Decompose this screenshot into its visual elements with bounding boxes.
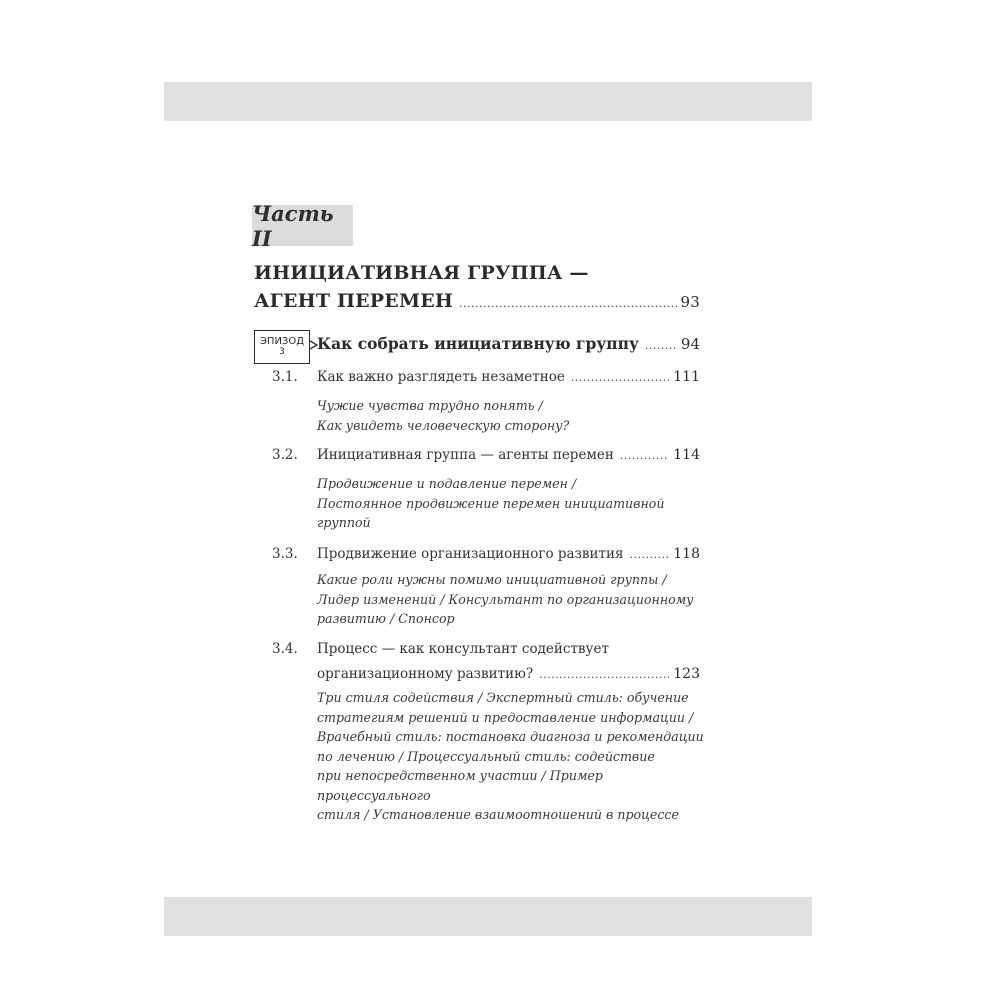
toc-section-3-4[interactable] bbox=[272, 637, 700, 687]
bottom-gray-band bbox=[164, 897, 812, 936]
episode-badge-number: 3 bbox=[279, 347, 285, 357]
subtopic-line: Лидер изменений / Консультант по организационному bbox=[317, 591, 694, 607]
dot-leader bbox=[539, 662, 669, 687]
part-label: Часть II bbox=[252, 205, 353, 246]
section-page-number: 111 bbox=[673, 369, 700, 385]
top-gray-band bbox=[164, 82, 812, 121]
subtopic-line: Чужие чувства трудно понять / bbox=[317, 398, 543, 413]
episode-title: Как собрать инициативную группу bbox=[317, 334, 639, 353]
toc-section-3-2[interactable] bbox=[272, 443, 700, 468]
section-title: Инициативная группа — агенты перемен bbox=[317, 447, 614, 463]
subtopic-line: Какие роли нужны помимо инициативной группы / bbox=[317, 572, 667, 587]
part-title bbox=[254, 259, 700, 318]
section-page-number: 118 bbox=[673, 546, 700, 562]
section-subtopics-3-2 bbox=[317, 474, 707, 533]
subtopic-line: Продвижение и подавление перемен / bbox=[317, 476, 577, 491]
subtopic-line: Врачебный стиль: постановка диагноза и рекомендации bbox=[317, 729, 704, 744]
subtopic-line: Постоянное продвижение перемен инициативной bbox=[317, 495, 665, 511]
part-title-line2: АГЕНТ ПЕРЕМЕН bbox=[254, 290, 454, 312]
subtopic-line: при непосредственном участии / Пример процессуального bbox=[317, 768, 603, 803]
section-subtopics-3-3 bbox=[317, 570, 707, 629]
subtopic-line: Как увидеть человеческую сторону? bbox=[317, 417, 570, 433]
dot-leader bbox=[571, 365, 669, 390]
section-page-number: 123 bbox=[673, 666, 700, 682]
dot-leader bbox=[459, 290, 676, 318]
section-number: 3.3. bbox=[272, 546, 298, 562]
part-page-number: 93 bbox=[680, 293, 700, 311]
subtopic-line: стратегиям решений и предоставление информации / bbox=[317, 709, 694, 725]
dot-leader bbox=[645, 339, 677, 352]
section-number: 3.4. bbox=[272, 641, 298, 657]
episode-badge bbox=[254, 330, 310, 364]
section-subtopics-3-1 bbox=[317, 396, 707, 435]
section-title: Продвижение организационного развития bbox=[317, 546, 624, 562]
toc-section-3-3[interactable] bbox=[272, 542, 700, 567]
section-title-continued: организационному развитию? bbox=[317, 666, 534, 682]
subtopic-line: развитию / Спонсор bbox=[317, 611, 455, 626]
toc-section-3-1[interactable] bbox=[272, 365, 700, 390]
subtopic-line: Три стиля содействия / Экспертный стиль: обучение bbox=[317, 690, 689, 705]
section-page-number: 114 bbox=[673, 447, 700, 463]
dot-leader bbox=[630, 542, 670, 567]
section-subtopics-3-4 bbox=[317, 688, 707, 825]
episode-page-number: 94 bbox=[680, 335, 700, 353]
section-number: 3.1. bbox=[272, 369, 298, 385]
episode-entry[interactable] bbox=[317, 334, 700, 353]
section-title: Процесс — как консультант содействует bbox=[317, 641, 609, 657]
section-number: 3.2. bbox=[272, 447, 298, 463]
subtopic-line: по лечению / Процессуальный стиль: содействие bbox=[317, 748, 655, 764]
section-title: Как важно разглядеть незаметное bbox=[317, 369, 565, 385]
episode-badge-label: ЭПИЗОД bbox=[259, 336, 305, 347]
subtopic-line: группой bbox=[317, 515, 371, 530]
part-title-line1: ИНИЦИАТИВНАЯ ГРУППА — bbox=[254, 262, 589, 284]
dot-leader bbox=[620, 443, 669, 468]
subtopic-line: стиля / Установление взаимоотношений в процессе bbox=[317, 807, 679, 822]
